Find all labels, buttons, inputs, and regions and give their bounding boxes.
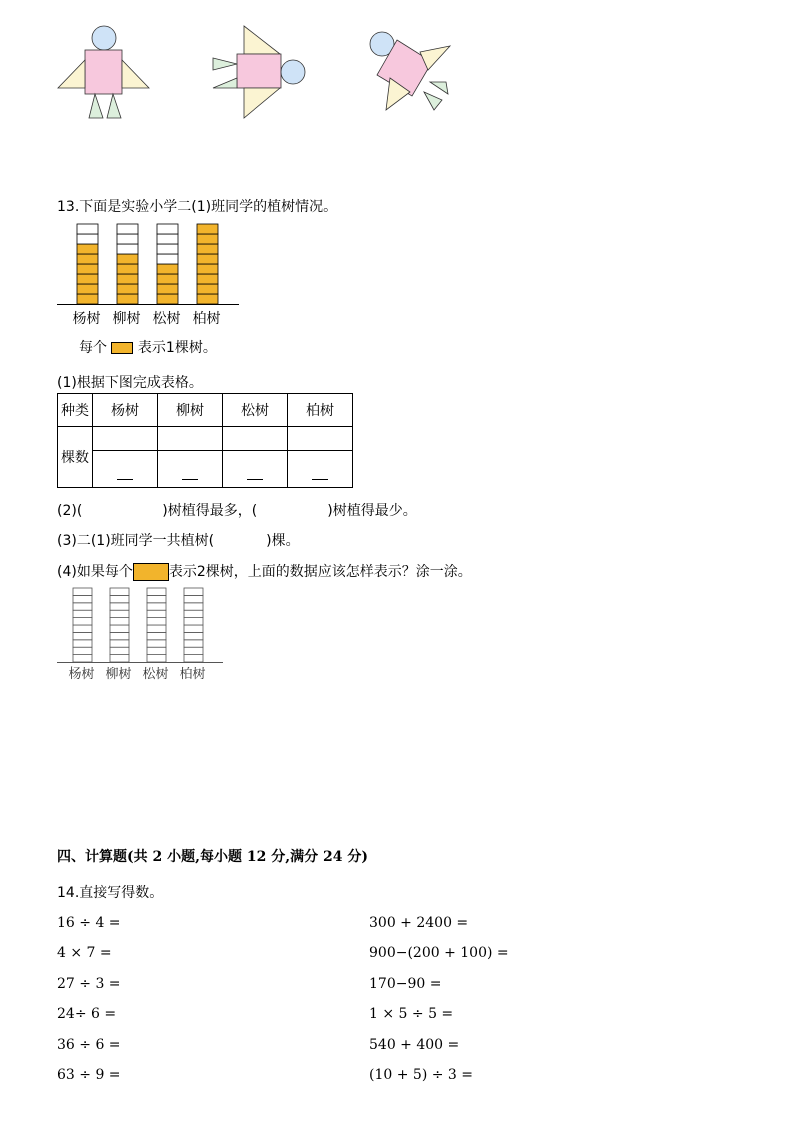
calc-item: 1 × 5 ÷ 5 = xyxy=(369,1006,454,1023)
empty-cell[interactable] xyxy=(184,625,203,632)
filled-cell xyxy=(197,264,218,274)
table-row-label: 棵数 xyxy=(58,427,93,488)
part-1-text: (1)根据下图完成表格。 xyxy=(57,375,203,391)
part-3-a: (3)二(1)班同学一共植树( xyxy=(57,533,215,549)
part-2-text xyxy=(57,502,417,520)
empty-cell xyxy=(157,254,178,264)
filled-cell xyxy=(77,294,98,304)
filled-cell xyxy=(77,264,98,274)
empty-cell[interactable] xyxy=(110,618,129,625)
table-header-cell: 柏树 xyxy=(288,394,353,427)
part-2-b: )树植得最多，( xyxy=(162,503,258,519)
empty-cell[interactable] xyxy=(147,603,166,610)
category-label: 柏树 xyxy=(192,311,221,327)
part-3-text xyxy=(57,532,300,550)
legend-swatch-2 xyxy=(133,563,169,581)
legend-swatch xyxy=(111,342,133,354)
tree-bar-chart xyxy=(57,222,239,306)
calc-item: 4 × 7 = xyxy=(57,945,112,962)
table-header-cell: 柳树 xyxy=(158,394,223,427)
empty-cell[interactable] xyxy=(110,655,129,662)
answer-cell[interactable] xyxy=(288,427,353,451)
category-label: 柳树 xyxy=(105,667,132,682)
empty-cell[interactable] xyxy=(73,603,92,610)
question-13-title: 13.下面是实验小学二(1)班同学的植树情况。 xyxy=(57,199,338,215)
empty-cell[interactable] xyxy=(184,640,203,647)
answer-cell[interactable] xyxy=(93,427,158,451)
answer-cell[interactable] xyxy=(93,451,158,488)
empty-cell[interactable] xyxy=(110,603,129,610)
empty-cell[interactable] xyxy=(73,610,92,617)
filled-cell xyxy=(117,294,138,304)
empty-cell xyxy=(157,244,178,254)
legend-suffix: 表示1棵树。 xyxy=(137,340,217,356)
category-label: 柳树 xyxy=(112,311,141,327)
category-label: 杨树 xyxy=(72,311,101,327)
empty-cell[interactable] xyxy=(73,625,92,632)
empty-cell[interactable] xyxy=(73,640,92,647)
chart-category-labels xyxy=(57,308,239,328)
filled-cell xyxy=(77,284,98,294)
empty-cell[interactable] xyxy=(110,625,129,632)
empty-cell xyxy=(117,244,138,254)
empty-cell[interactable] xyxy=(147,655,166,662)
shape-figures xyxy=(50,20,470,130)
filled-cell xyxy=(77,244,98,254)
calc-item: (10 + 5) ÷ 3 = xyxy=(369,1066,473,1083)
empty-cell[interactable] xyxy=(110,610,129,617)
filled-cell xyxy=(157,274,178,284)
figure-1 xyxy=(58,26,149,118)
empty-cell[interactable] xyxy=(184,647,203,654)
question-14-title: 14.直接写得数。 xyxy=(57,885,164,901)
calc-item: 300 + 2400 = xyxy=(369,915,469,931)
empty-cell[interactable] xyxy=(110,632,129,639)
table-answer-row xyxy=(58,427,353,451)
filled-cell xyxy=(117,284,138,294)
filled-cell xyxy=(197,294,218,304)
grid-category-labels xyxy=(57,663,223,681)
empty-cell[interactable] xyxy=(73,655,92,662)
category-label: 松树 xyxy=(142,667,169,682)
empty-cell[interactable] xyxy=(184,655,203,662)
filled-cell xyxy=(117,264,138,274)
empty-cell[interactable] xyxy=(73,632,92,639)
tree-count-table xyxy=(57,393,353,488)
filled-cell xyxy=(197,284,218,294)
part-3-b: )棵。 xyxy=(266,533,300,549)
filled-cell xyxy=(117,254,138,264)
empty-cell[interactable] xyxy=(147,618,166,625)
filled-cell xyxy=(157,284,178,294)
empty-cell[interactable] xyxy=(147,625,166,632)
empty-cell xyxy=(77,234,98,244)
filled-cell xyxy=(197,244,218,254)
blank-bar-grid[interactable] xyxy=(57,586,223,664)
calc-item: 170−90 = xyxy=(369,975,442,992)
empty-cell[interactable] xyxy=(147,632,166,639)
answer-cell[interactable] xyxy=(223,451,288,488)
table-header-cell: 杨树 xyxy=(93,394,158,427)
empty-cell[interactable] xyxy=(110,588,129,595)
part-2-a: (2)( xyxy=(57,503,83,519)
answer-cell[interactable] xyxy=(223,427,288,451)
empty-cell[interactable] xyxy=(73,647,92,654)
empty-cell[interactable] xyxy=(184,632,203,639)
calc-left-column xyxy=(57,914,121,1096)
empty-cell[interactable] xyxy=(73,618,92,625)
table-header-cell: 种类 xyxy=(58,394,93,427)
empty-cell xyxy=(157,234,178,244)
filled-cell xyxy=(77,254,98,264)
empty-cell[interactable] xyxy=(147,595,166,602)
table-answer-row xyxy=(58,451,353,488)
calc-item: 540 + 400 = xyxy=(369,1036,460,1053)
section-4-heading: 四、计算题(共 2 小题,每小题 12 分,满分 24 分) xyxy=(57,849,368,865)
empty-cell[interactable] xyxy=(184,603,203,610)
calc-item: 24÷ 6 = xyxy=(57,1006,117,1023)
empty-cell[interactable] xyxy=(184,588,203,595)
empty-cell xyxy=(157,224,178,234)
filled-cell xyxy=(197,234,218,244)
empty-cell[interactable] xyxy=(110,595,129,602)
empty-cell[interactable] xyxy=(184,618,203,625)
empty-cell[interactable] xyxy=(110,640,129,647)
filled-cell xyxy=(197,254,218,264)
filled-cell xyxy=(157,264,178,274)
empty-cell[interactable] xyxy=(73,595,92,602)
category-label: 松树 xyxy=(152,311,181,327)
empty-cell xyxy=(117,234,138,244)
calc-item: 36 ÷ 6 = xyxy=(57,1036,121,1053)
empty-cell[interactable] xyxy=(147,610,166,617)
calc-right-column xyxy=(369,914,509,1096)
calc-item: 63 ÷ 9 = xyxy=(57,1066,121,1083)
empty-cell[interactable] xyxy=(184,595,203,602)
table-header-cell: 松树 xyxy=(223,394,288,427)
empty-cell xyxy=(77,224,98,234)
part-4-a: (4)如果每个 xyxy=(57,564,133,580)
empty-cell[interactable] xyxy=(184,610,203,617)
filled-cell xyxy=(197,274,218,284)
chart-legend xyxy=(79,339,217,357)
legend-prefix: 每个 xyxy=(79,340,107,356)
calc-item: 16 ÷ 4 = xyxy=(57,915,121,931)
filled-cell xyxy=(197,224,218,234)
table-header-row xyxy=(58,394,353,427)
part-4-text xyxy=(57,563,472,581)
category-label: 杨树 xyxy=(68,667,95,682)
filled-cell xyxy=(157,294,178,304)
empty-cell[interactable] xyxy=(147,588,166,595)
empty-cell[interactable] xyxy=(147,640,166,647)
empty-cell[interactable] xyxy=(73,588,92,595)
part-4-b: 表示2棵树，上面的数据应该怎样表示？涂一涂。 xyxy=(168,564,472,580)
empty-cell xyxy=(117,224,138,234)
figure-2 xyxy=(213,26,305,118)
figure-3 xyxy=(370,32,450,110)
filled-cell xyxy=(77,274,98,284)
filled-cell xyxy=(117,274,138,284)
answer-cell[interactable] xyxy=(158,451,223,488)
empty-cell[interactable] xyxy=(110,647,129,654)
answer-cell[interactable] xyxy=(158,427,223,451)
calc-item: 27 ÷ 3 = xyxy=(57,975,121,992)
empty-cell[interactable] xyxy=(147,647,166,654)
calc-item: 900−(200 + 100) = xyxy=(369,945,509,962)
category-label: 柏树 xyxy=(179,667,206,682)
part-2-c: )树植得最少。 xyxy=(327,503,417,519)
answer-cell[interactable] xyxy=(288,451,353,488)
